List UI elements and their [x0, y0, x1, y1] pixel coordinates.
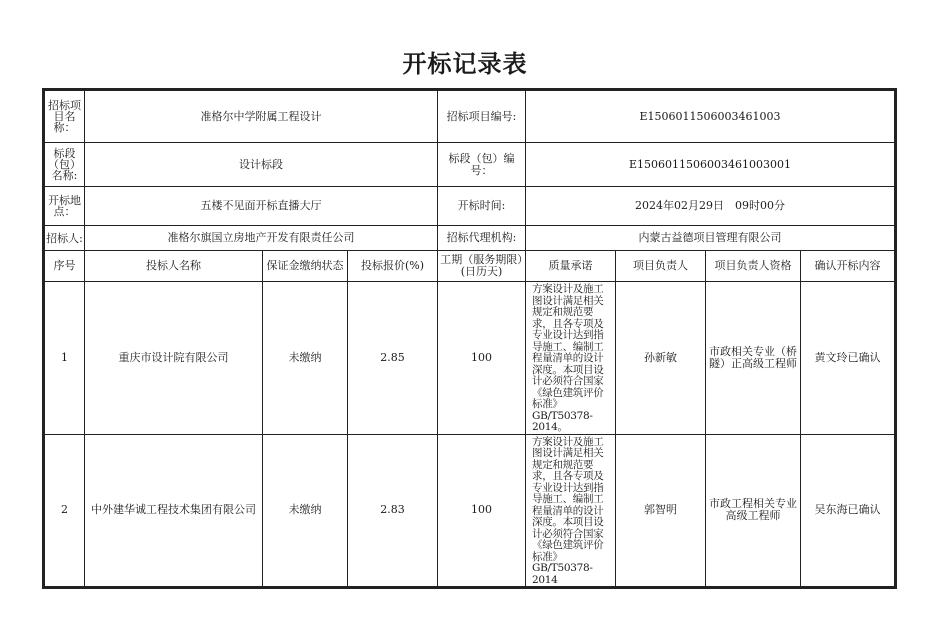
header-confirm: 确认开标内容 [801, 251, 895, 282]
row-period: 100 [438, 282, 526, 435]
row-qualification: 市政工程相关专业高级工程师 [706, 434, 801, 587]
location-label: 开标地点： [45, 187, 85, 226]
row-qualification: 市政相关专业（桥隧）正高级工程师 [706, 282, 801, 435]
table-row [45, 282, 895, 435]
tenderer: 准格尔旗国立房地产开发有限责任公司 [85, 226, 438, 251]
header-period: 工期（服务期限）(日历天) [438, 251, 526, 282]
section-no: E1506011506003461003001 [526, 143, 895, 187]
row-deposit: 未缴纳 [263, 434, 348, 587]
row-bidder: 重庆市设计院有限公司 [85, 282, 263, 435]
row-confirm: 吴东海已确认 [801, 434, 895, 587]
bid-opening-table [44, 90, 895, 587]
section-no-label: 标段（包）编号： [438, 143, 526, 187]
tenderer-label: 招标人: [45, 226, 85, 251]
row-manager: 郭智明 [616, 434, 706, 587]
info-row-section [45, 143, 895, 187]
header-row [45, 251, 895, 282]
row-quality: 方案设计及施工图设计满足相关规定和规范要求，且各专项及专业设计达到指导施工、编制工程量清单的设计深度。本项目设计必须符合国家《绿色建筑评价标准》GB/T50378-2014。 [526, 282, 616, 435]
project-no-label: 招标项目编号: [438, 91, 526, 143]
header-deposit: 保证金缴纳状态 [263, 251, 348, 282]
row-price: 2.85 [348, 282, 438, 435]
header-manager: 项目负责人 [616, 251, 706, 282]
row-confirm: 黄文玲已确认 [801, 282, 895, 435]
info-row-tenderer [45, 226, 895, 251]
row-manager: 孙新敏 [616, 282, 706, 435]
header-qualification: 项目负责人资格 [706, 251, 801, 282]
project-name-label: 招标项目名称： [45, 91, 85, 143]
project-no: E1506011506003461003 [526, 91, 895, 143]
header-bidder: 投标人名称 [85, 251, 263, 282]
row-seq: 2 [45, 434, 85, 587]
info-row-location [45, 187, 895, 226]
table-row [45, 434, 895, 587]
project-name: 准格尔中学附属工程设计 [85, 91, 438, 143]
info-row-project [45, 91, 895, 143]
row-seq: 1 [45, 282, 85, 435]
header-quality: 质量承诺 [526, 251, 616, 282]
opening-time: 2024年02月29日 09时00分 [526, 187, 895, 226]
section-name: 设计标段 [85, 143, 438, 187]
location: 五楼不见面开标直播大厅 [85, 187, 438, 226]
agency-label: 招标代理机构: [438, 226, 526, 251]
row-deposit: 未缴纳 [263, 282, 348, 435]
row-price: 2.83 [348, 434, 438, 587]
row-quality: 方案设计及施工图设计满足相关规定和规范要求，且各专项及专业设计达到指导施工、编制工程量清单的设计深度。本项目设计必须符合国家《绿色建筑评价标准》GB/T50378-2014 [526, 434, 616, 587]
row-period: 100 [438, 434, 526, 587]
header-price: 投标报价(%) [348, 251, 438, 282]
row-bidder: 中外建华诚工程技术集团有限公司 [85, 434, 263, 587]
header-seq: 序号 [45, 251, 85, 282]
section-name-label: 标段（包）名称: [45, 143, 85, 187]
time-label: 开标时间: [438, 187, 526, 226]
agency: 内蒙古益德项目管理有限公司 [526, 226, 895, 251]
page-title: 开标记录表 [402, 50, 528, 78]
